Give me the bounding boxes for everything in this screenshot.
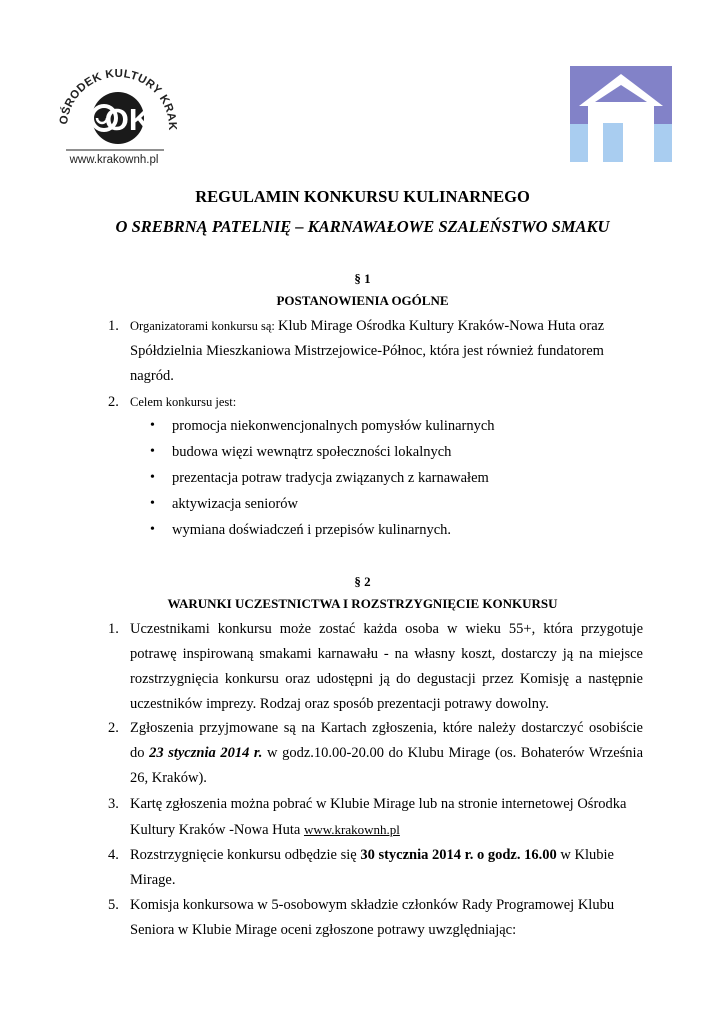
s2-item-2-after: w godz.10.00-20.00 do Klubu Mirage (os. Bohaterów Września 26, Kraków). — [130, 745, 644, 786]
logo-graphic — [52, 56, 180, 172]
section-2-heading: WARUNKI UCZESTNICTWA I ROZSTRZYGNIĘCIE KONKURSU — [167, 596, 558, 611]
list-item: • wymiana doświadczeń i przepisów kulinarnych. — [148, 517, 495, 543]
s2-item-5-text: Komisja konkursowa w 5-osobowym składzie członków Rady Programowej Klubu Seniora w Klubie Mirage oceni zgłoszone potrawy uwzględniając: — [130, 897, 615, 938]
s2-item-2-date: 23 stycznia 2014 r. — [149, 745, 263, 761]
s1-item-1-intro: Organizatorami konkursu są: — [130, 319, 278, 333]
okkn-logo — [52, 56, 180, 172]
s2-item-1-num: 1. — [108, 621, 119, 637]
s2-item-3 — [108, 792, 643, 843]
house-icon — [570, 66, 672, 162]
list-item: • prezentacja potraw tradycja związanych z karnawałem — [148, 465, 495, 491]
document-subtitle: O SREBRNĄ PATELNIĘ – KARNAWAŁOWE SZALEŃSTWO SMAKU — [115, 217, 610, 236]
s2-item-2-before: Zgłoszenia przyjmowane są na Kartach zgłoszenia, które należy dostarczyć osobiście do — [130, 720, 643, 761]
section-1-number: § 1 — [354, 271, 371, 286]
list-item: • budowa więzi wewnątrz społeczności lokalnych — [148, 439, 495, 465]
s2-item-2-num: 2. — [108, 720, 119, 736]
section-1-heading: POSTANOWIENIA OGÓLNE — [276, 293, 449, 308]
website-link[interactable]: www.krakownh.pl — [303, 822, 400, 837]
s2-item-4-date: 30 stycznia 2014 r. o godz. 16.00 — [360, 847, 557, 863]
s2-item-2 — [108, 716, 643, 791]
s2-item-4-before: Rozstrzygnięcie konkursu odbędzie się — [130, 847, 361, 863]
s1-item-2-intro: Celem konkursu jest: — [130, 395, 237, 409]
s2-item-5-num: 5. — [108, 897, 119, 913]
s1-item-2-num: 2. — [108, 394, 119, 410]
s2-item-3-text: Kartę zgłoszenia można pobrać w Klubie Mirage lub na stronie internetowej Ośrodka Kultury Kraków -Nowa Huta — [130, 796, 627, 838]
s2-item-3-num: 3. — [108, 796, 119, 812]
goals-list — [148, 413, 495, 543]
s2-item-4-after: w Klubie Mirage. — [130, 847, 614, 888]
list-item: • aktywizacja seniorów — [148, 491, 495, 517]
section-2-number: § 2 — [354, 574, 371, 589]
list-item: • promocja niekonwencjonalnych pomysłów kulinarnych — [148, 413, 495, 439]
s2-item-1-text: Uczestnikami konkursu może zostać każda osoba w wieku 55+, która przygotuje potrawę inspirowaną smakami karnawału - na własny koszt, dostarczy ją na miejsce rozstrzygnięcia konkursu oraz udostępni ją do degustacji przez Komisję a następnie uczestników imprezy. Rodzaj oraz sposób prezentacji potrawy dowolny. — [130, 621, 643, 712]
s1-item-2 — [108, 390, 643, 415]
document-title: REGULAMIN KONKURSU KULINARNEGO — [195, 187, 530, 206]
s2-item-4-num: 4. — [108, 847, 119, 863]
s1-item-1-num: 1. — [108, 318, 119, 334]
logo-mark: OK — [104, 102, 152, 137]
s1-item-1 — [108, 314, 643, 389]
s2-item-4 — [108, 843, 643, 893]
s2-item-5 — [108, 893, 643, 943]
logo-arc-text: OŚRODEK KULTURY KRAK — [57, 67, 179, 131]
s2-item-1 — [108, 617, 643, 717]
s1-item-1-text: Klub Mirage Ośrodka Kultury Kraków-Nowa Huta oraz Spółdzielnia Mieszkaniowa Mistrzejowice-Północ, która jest również fundatorem nagród. — [130, 318, 605, 384]
logo-url: www.krakownh.pl — [69, 154, 159, 166]
